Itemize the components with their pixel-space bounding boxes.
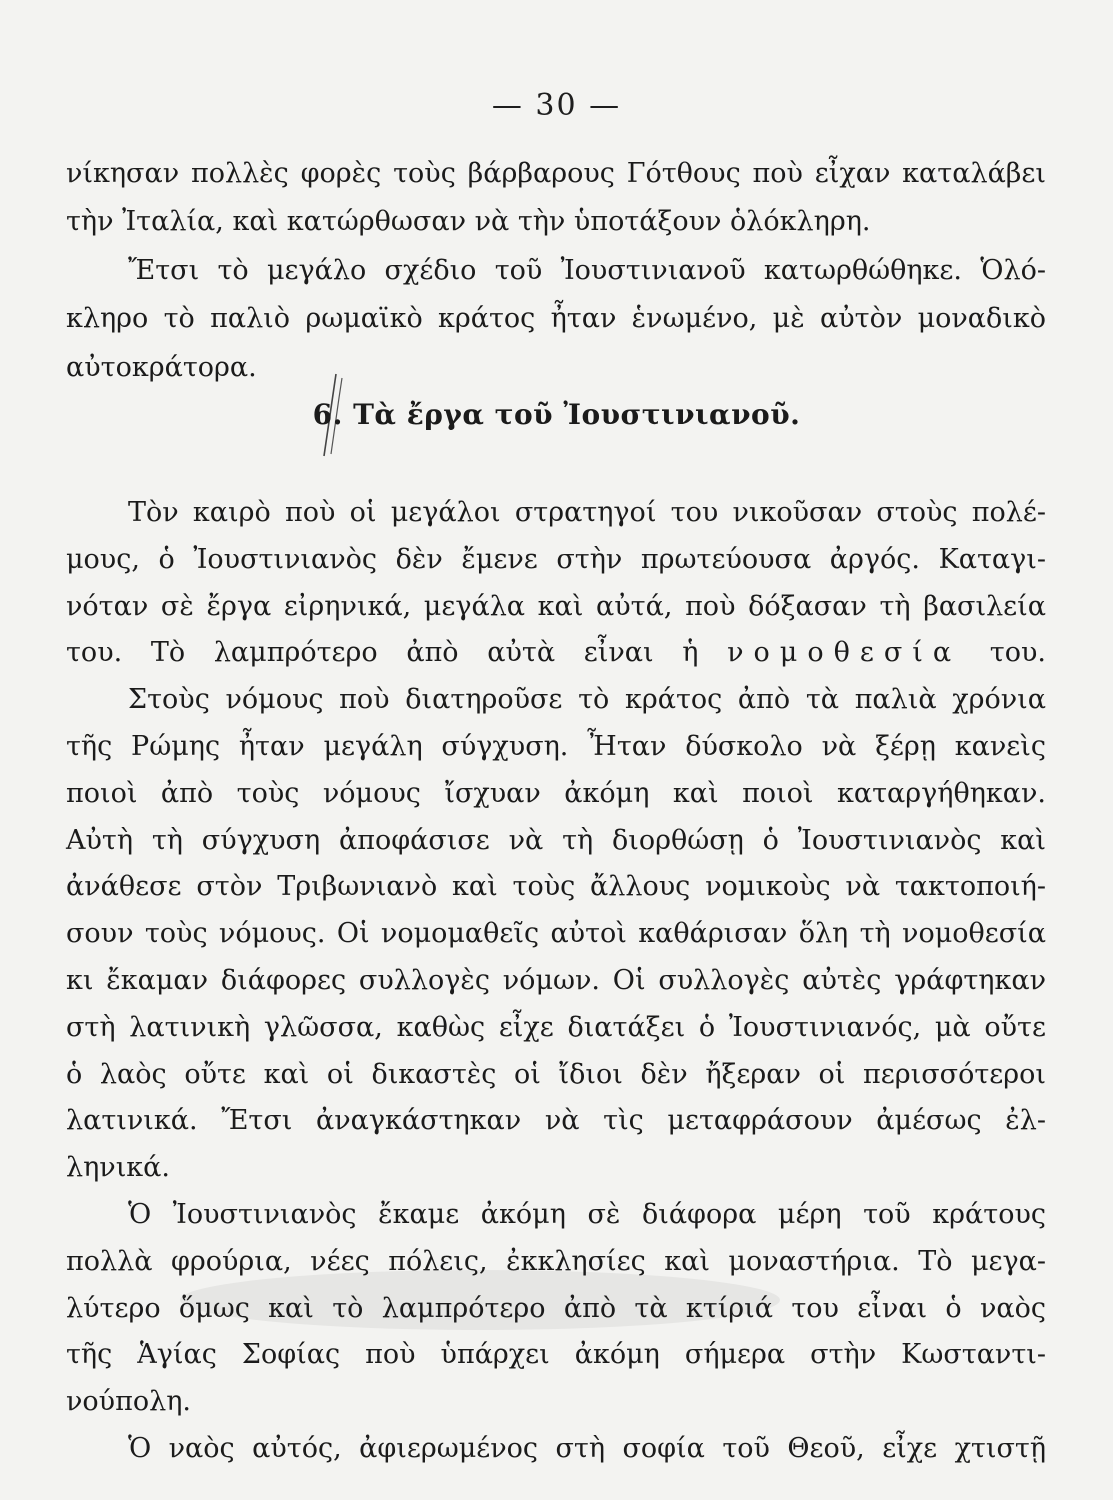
section-title: Τὰ ἔργα τοῦ Ἰουστινιανοῦ.	[353, 398, 801, 431]
section-number: 6.	[312, 398, 343, 431]
text-line: ὁ λαὸς οὔτε καὶ οἱ δικαστὲς οἱ ἴδιοι δὲν ἤξεραν οἱ περισσότεροι	[66, 1058, 1046, 1090]
text-fragment: του. Τὸ λαμπρότερο ἀπὸ αὐτὰ εἶναι ἡ	[66, 637, 699, 669]
text-line: στὴ λατινικὴ γλῶσσα, καθὼς εἶχε διατάξει ὁ Ἰουστινιανός, μὰ οὔτε	[66, 1011, 1046, 1043]
text-line: τῆς Ρώμης ἦταν μεγάλη σύγχυση. Ἦταν δύσκολο νὰ ξέρῃ κανεὶς	[66, 730, 1046, 762]
text-line: νίκησαν πολλὲς φορὲς τοὺς βάρβαρους Γότθους ποὺ εἶχαν καταλάβει	[66, 158, 1046, 189]
text-line: ληνικά.	[66, 1152, 170, 1184]
text-line: νόταν σὲ ἔργα εἰρηνικά, μεγάλα καὶ αὐτά, ποὺ δόξασαν τὴ βασιλεία	[66, 590, 1046, 622]
text-line: λύτερο ὅμως καὶ τὸ λαμπρότερο ἀπὸ τὰ κτίριά του εἶναι ὁ ναὸς	[66, 1292, 1046, 1324]
text-line: κληρο τὸ παλιὸ ρωμαϊκὸ κράτος ἦταν ἑνωμένο, μὲ αὐτὸν μοναδικὸ	[66, 303, 1046, 335]
text-line: νούπολη.	[66, 1386, 191, 1418]
text-line: τῆς Ἁγίας Σοφίας ποὺ ὑπάρχει ἀκόμη σήμερα στὴν Κωσταντι-	[66, 1339, 1046, 1371]
text-line: πολλὰ φρούρια, νέες πόλεις, ἐκκλησίες καὶ μοναστήρια. Τὸ μεγα-	[66, 1245, 1046, 1277]
text-line: τὴν Ἰταλία, καὶ κατώρθωσαν νὰ τὴν ὑποτάξουν ὁλόκληρη.	[66, 206, 871, 238]
body-text-top	[66, 150, 1046, 392]
body-text-main	[66, 490, 1046, 1473]
text-line: αὐτοκράτορα.	[66, 351, 257, 383]
page-number: — 30 —	[491, 88, 622, 123]
text-line	[66, 630, 1046, 677]
text-line: Αὐτὴ τὴ σύγχυση ἀποφάσισε νὰ τὴ διορθώσῃ ὁ Ἰουστινιανὸς καὶ	[66, 824, 1046, 856]
text-fragment: του.	[989, 637, 1046, 669]
text-line: ἀνάθεσε στὸν Τριβωνιανὸ καὶ τοὺς ἄλλους νομικοὺς νὰ τακτοποιή-	[66, 871, 1046, 903]
text-line: Ἔτσι τὸ μεγάλο σχέδιο τοῦ Ἰουστινιανοῦ κατωρθώθηκε. Ὁλό-	[128, 254, 1046, 286]
text-line: Τὸν καιρὸ ποὺ οἱ μεγάλοι στρατηγοί του νικοῦσαν στοὺς πολέ-	[128, 497, 1046, 528]
text-line: Ὁ Ἰουστινιανὸς ἔκαμε ἀκόμη σὲ διάφορα μέρη τοῦ κράτους	[128, 1198, 1046, 1230]
text-line: ποιοὶ ἀπὸ τοὺς νόμους ἴσχυαν ἀκόμη καὶ ποιοὶ καταργήθηκαν.	[66, 777, 1046, 809]
section-heading	[0, 398, 1113, 431]
text-line: Στοὺς νόμους ποὺ διατηροῦσε τὸ κράτος ἀπὸ τὰ παλιὰ χρόνια	[128, 684, 1046, 716]
text-line: λατινικά. Ἔτσι ἀναγκάστηκαν νὰ τὶς μεταφράσουν ἀμέσως ἐλ-	[66, 1105, 1046, 1137]
text-line: Ὁ ναὸς αὐτός, ἀφιερωμένος στὴ σοφία τοῦ Θεοῦ, εἶχε χτιστῇ	[128, 1432, 1046, 1464]
text-line: σουν τοὺς νόμους. Οἱ νομομαθεῖς αὐτοὶ καθάρισαν ὅλη τὴ νομοθεσία	[66, 918, 1046, 950]
text-line: μους, ὁ Ἰουστινιανὸς δὲν ἔμενε στὴν πρωτεύουσα ἀργός. Καταγι-	[66, 543, 1046, 575]
text-line: κι ἔκαμαν διάφορες συλλογὲς νόμων. Οἱ συλλογὲς αὐτὲς γράφτηκαν	[66, 964, 1046, 996]
spaced-emphasis: νομοθεσία	[727, 637, 962, 669]
